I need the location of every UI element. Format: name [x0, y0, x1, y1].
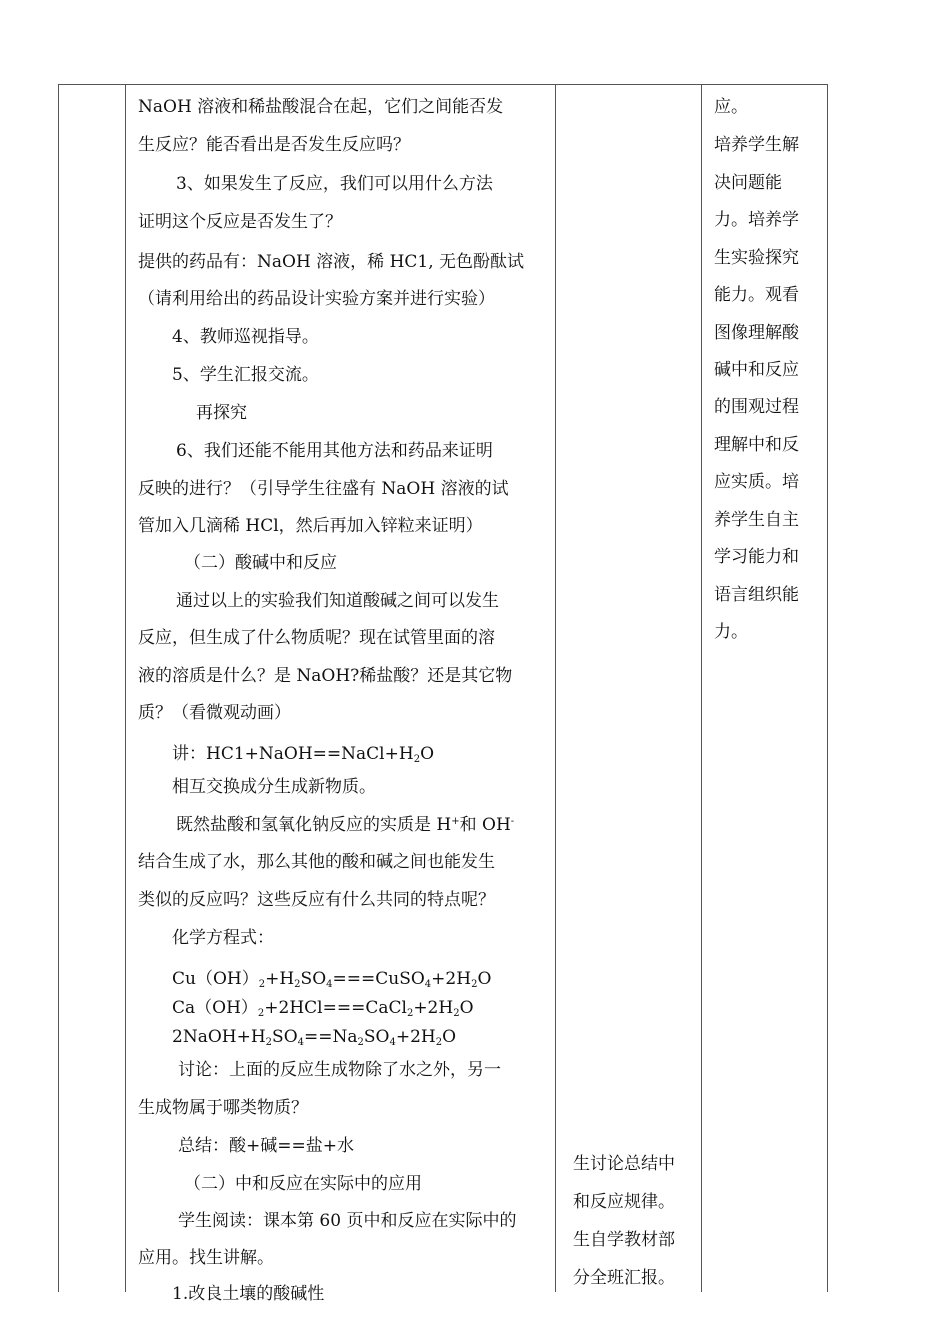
text-line: 总结：酸+碱==盐+水	[178, 1136, 354, 1156]
text-line: （请利用给出的药品设计实验方案并进行实验）	[138, 289, 495, 309]
text-line: 应。	[714, 97, 748, 117]
text-line: 讨论：上面的反应生成物除了水之外，另一	[178, 1060, 501, 1080]
equation-ca-oh: $Ca(OH)_2+2HCl===CaCl_2+2H_2O$	[172, 998, 474, 1019]
text-line: 结合生成了水，那么其他的酸和碱之间也能发生	[138, 852, 495, 872]
text-line: 决问题能	[714, 173, 782, 193]
text-line: 类似的反应吗？这些反应有什么共同的特点呢？	[138, 890, 495, 910]
design-intent-column	[702, 84, 826, 1292]
text-line: 反应，但生成了什么物质呢？现在试管里面的溶	[138, 628, 495, 648]
text-line: 学习能力和	[714, 547, 799, 567]
text-line: 力。	[714, 622, 748, 642]
text-line: 4、教师巡视指导。	[172, 327, 319, 347]
text-line: 通过以上的实验我们知道酸碱之间可以发生	[176, 591, 499, 611]
text-line: 质？（看微观动画）	[138, 703, 291, 723]
text-line: 生成物属于哪类物质？	[138, 1098, 308, 1118]
text-line: 培养学生解	[714, 135, 799, 155]
text-line: 生实验探究	[714, 248, 799, 268]
text-line: 5、学生汇报交流。	[172, 365, 319, 385]
text-line: 6、我们还能不能用其他方法和药品来证明	[176, 441, 493, 461]
text-line: 管加入几滴稀 HCl，然后再加入锌粒来证明）	[138, 516, 483, 536]
text-line: 的围观过程	[714, 397, 799, 417]
table-border-left	[58, 84, 59, 1292]
text-line: 力。培养学	[714, 210, 799, 230]
text-line: 相互交换成分生成新物质。	[172, 777, 376, 797]
text-line: 化学方程式：	[172, 928, 274, 948]
text-line: 生反应？能否看出是否发生反应吗？	[138, 135, 410, 155]
equation-hcl-naoh: 讲：$HC1+NaOH==NaCl+H_2O$	[172, 744, 434, 765]
text-line: 能力。观看	[714, 285, 799, 305]
text-line: 图像理解酸	[714, 323, 799, 343]
text-line: 语言组织能	[714, 585, 799, 605]
student-activity-column	[555, 84, 701, 1292]
text-line: 1.改良土壤的酸碱性	[172, 1284, 325, 1304]
equation-cu-oh: $Cu(OH)_2+H_2SO_4===CuSO_4+2H_2O$	[172, 969, 492, 990]
equation-naoh-h2so4: $2NaOH+H_2SO_4==Na_2SO_4+2H_2O$	[172, 1027, 457, 1048]
text-line: 既然盐酸和氢氧化钠反应的实质是 H+和 OH-	[176, 815, 515, 835]
text-line: 反映的进行？（引导学生往盛有 NaOH 溶液的试	[138, 479, 509, 499]
text-line: 生自学教材部	[573, 1230, 675, 1250]
text-line: 碱中和反应	[714, 360, 799, 380]
text-line: 分全班汇报。	[573, 1268, 675, 1288]
text-line: 养学生自主	[714, 510, 799, 530]
text-line: 提供的药品有：NaOH 溶液，稀 HC1, 无色酚酞试	[138, 252, 525, 272]
table-border-right	[827, 84, 828, 1292]
text-line: 应用。找生讲解。	[138, 1248, 274, 1268]
text-line: 应实质。培	[714, 472, 799, 492]
text-line: 证明这个反应是否发生了？	[138, 212, 342, 232]
text-line: 3、如果发生了反应，我们可以用什么方法	[176, 174, 493, 194]
section-heading: 再探究	[196, 403, 247, 423]
text-line: 理解中和反	[714, 435, 799, 455]
teaching-process-column	[126, 84, 554, 1304]
text-line: NaOH 溶液和稀盐酸混合在起，它们之间能否发	[138, 97, 504, 117]
text-line: 和反应规律。	[573, 1192, 675, 1212]
text-line: 生讨论总结中	[573, 1154, 675, 1174]
section-heading: （二）中和反应在实际中的应用	[184, 1174, 422, 1194]
text-line: 液的溶质是什么？是 NaOH?稀盐酸？还是其它物	[138, 666, 513, 686]
section-heading: （二）酸碱中和反应	[184, 553, 337, 573]
text-line: 学生阅读：课本第 60 页中和反应在实际中的	[178, 1211, 517, 1231]
